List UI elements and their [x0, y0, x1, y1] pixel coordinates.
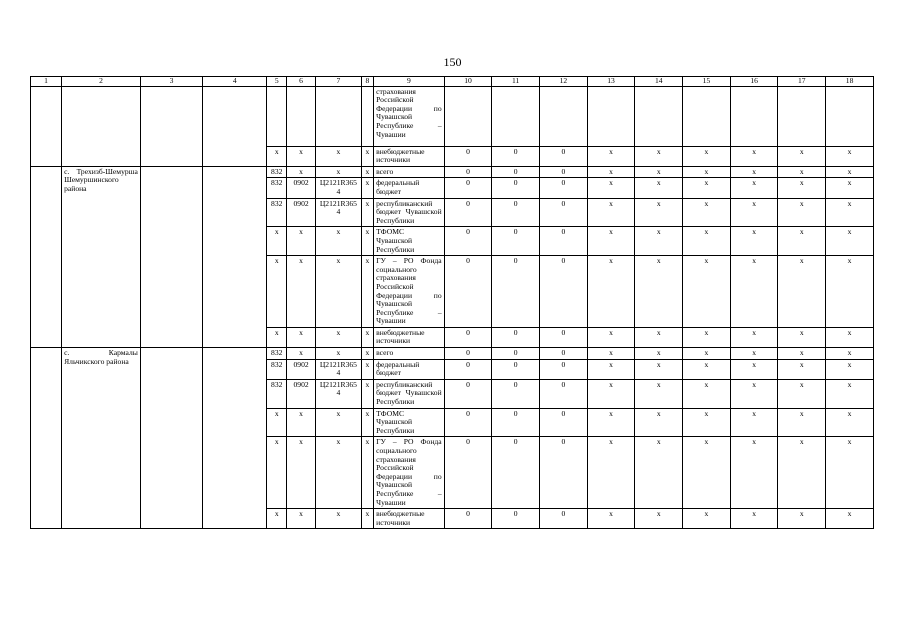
- table-cell: 0: [492, 327, 540, 347]
- header-cell: 7: [316, 77, 362, 87]
- table-cell: x: [635, 198, 683, 227]
- table-cell: 0: [444, 327, 492, 347]
- table-cell: x: [778, 256, 826, 328]
- table-cell: x: [635, 227, 683, 256]
- table-cell: x: [778, 178, 826, 198]
- table-cell: x: [287, 146, 316, 166]
- table-cell: 0: [540, 327, 588, 347]
- funding-source-cell: всего: [374, 348, 445, 360]
- table-cell: x: [587, 178, 635, 198]
- table-cell: x: [826, 146, 874, 166]
- table-cell: x: [587, 509, 635, 529]
- table-cell: 0: [444, 178, 492, 198]
- table-cell: x: [587, 198, 635, 227]
- table-cell: x: [361, 408, 373, 437]
- table-cell: 0: [540, 146, 588, 166]
- table-cell: 0: [444, 437, 492, 509]
- table-cell: 0: [540, 348, 588, 360]
- table-cell: x: [267, 509, 287, 529]
- table-cell: [444, 86, 492, 146]
- table-cell: x: [635, 437, 683, 509]
- table-cell: 0: [540, 359, 588, 379]
- funding-source-cell: всего: [374, 166, 445, 178]
- object-name-cell: [62, 86, 141, 166]
- table-cell: x: [683, 227, 731, 256]
- table-cell: 0: [492, 178, 540, 198]
- table-cell: x: [778, 146, 826, 166]
- table-cell: x: [730, 408, 778, 437]
- funding-source-cell: федеральный бюджет: [374, 178, 445, 198]
- table-cell: [635, 86, 683, 146]
- table-cell: x: [826, 327, 874, 347]
- table-cell: x: [683, 327, 731, 347]
- table-cell: [492, 86, 540, 146]
- table-cell: x: [826, 227, 874, 256]
- page-number: 150: [443, 55, 462, 69]
- table-cell: x: [683, 166, 731, 178]
- table-cell: [267, 86, 287, 146]
- table-cell: x: [287, 227, 316, 256]
- funding-source-cell: республиканский бюджет Чувашской Республики: [374, 198, 445, 227]
- funding-source-cell: ТФОМС Чувашской Республики: [374, 227, 445, 256]
- table-cell: x: [587, 359, 635, 379]
- table-cell: 0: [540, 227, 588, 256]
- table-cell: [683, 86, 731, 146]
- table-cell: 0: [444, 166, 492, 178]
- table-row: [31, 166, 874, 178]
- table-cell: x: [287, 256, 316, 328]
- table-cell: x: [287, 408, 316, 437]
- table-cell: [826, 86, 874, 146]
- table-cell: 832: [267, 166, 287, 178]
- table-cell: x: [635, 146, 683, 166]
- table-cell: x: [778, 227, 826, 256]
- table-cell: 0: [540, 256, 588, 328]
- funding-source-cell: внебюджетные источники: [374, 327, 445, 347]
- row-number-cell: [31, 166, 62, 347]
- table-cell: 0902: [287, 359, 316, 379]
- table-cell: x: [267, 408, 287, 437]
- table-cell: x: [316, 146, 362, 166]
- table-cell: x: [635, 359, 683, 379]
- table-cell: 0: [540, 166, 588, 178]
- col4-cell: [203, 86, 267, 166]
- funding-source-cell: федеральный бюджет: [374, 359, 445, 379]
- table-cell: x: [267, 227, 287, 256]
- table-cell: 0: [492, 146, 540, 166]
- table-cell: x: [826, 198, 874, 227]
- object-name-cell: с. Кармалы Яльчикского района: [62, 348, 141, 529]
- header-cell: 12: [540, 77, 588, 87]
- table-cell: 0902: [287, 178, 316, 198]
- table-cell: x: [826, 166, 874, 178]
- table-cell: 832: [267, 348, 287, 360]
- table-cell: x: [267, 146, 287, 166]
- table-cell: x: [361, 327, 373, 347]
- table-cell: x: [778, 166, 826, 178]
- table-cell: x: [635, 348, 683, 360]
- header-cell: 14: [635, 77, 683, 87]
- row-number-cell: [31, 348, 62, 529]
- header-cell: 18: [826, 77, 874, 87]
- table-cell: 0: [444, 256, 492, 328]
- table-cell: x: [683, 348, 731, 360]
- table-cell: x: [635, 408, 683, 437]
- table-cell: 832: [267, 379, 287, 408]
- table-cell: x: [587, 408, 635, 437]
- table-cell: x: [683, 256, 731, 328]
- table-cell: 0902: [287, 379, 316, 408]
- header-cell: 4: [203, 77, 267, 87]
- table-cell: 0: [540, 437, 588, 509]
- table-cell: [587, 86, 635, 146]
- table-cell: [730, 86, 778, 146]
- table-cell: x: [778, 437, 826, 509]
- table-cell: x: [587, 256, 635, 328]
- table-cell: x: [361, 256, 373, 328]
- table-cell: x: [730, 379, 778, 408]
- table-cell: 0: [540, 509, 588, 529]
- table-cell: x: [683, 379, 731, 408]
- table-cell: 0: [540, 178, 588, 198]
- table-cell: x: [361, 146, 373, 166]
- funding-source-cell: внебюджетные источники: [374, 146, 445, 166]
- header-cell: 11: [492, 77, 540, 87]
- table-cell: 0: [444, 146, 492, 166]
- table-cell: x: [730, 437, 778, 509]
- table-cell: x: [587, 348, 635, 360]
- table-cell: x: [826, 348, 874, 360]
- table-cell: x: [361, 379, 373, 408]
- table-cell: x: [730, 198, 778, 227]
- table-cell: x: [287, 327, 316, 347]
- table-cell: [361, 86, 373, 146]
- funding-source-cell: внебюджетные источники: [374, 509, 445, 529]
- header-cell: 10: [444, 77, 492, 87]
- table-cell: x: [826, 379, 874, 408]
- table-cell: x: [361, 198, 373, 227]
- col3-cell: [140, 348, 202, 529]
- table-cell: x: [267, 437, 287, 509]
- header-cell: 17: [778, 77, 826, 87]
- table-cell: x: [635, 178, 683, 198]
- table-cell: x: [267, 327, 287, 347]
- table-cell: 0: [492, 509, 540, 529]
- table-cell: 0: [492, 437, 540, 509]
- header-cell: 8: [361, 77, 373, 87]
- table-cell: [316, 86, 362, 146]
- budget-code-cell: x: [316, 327, 362, 347]
- table-cell: x: [730, 166, 778, 178]
- table-cell: x: [683, 359, 731, 379]
- budget-code-cell: x: [316, 437, 362, 509]
- header-row: [31, 77, 874, 87]
- table-cell: 0902: [287, 198, 316, 227]
- table-cell: x: [730, 146, 778, 166]
- table-cell: [287, 86, 316, 146]
- table-cell: 0: [540, 379, 588, 408]
- table-cell: x: [287, 509, 316, 529]
- table-cell: 0: [492, 359, 540, 379]
- budget-table: [30, 76, 874, 529]
- table-cell: x: [587, 437, 635, 509]
- table-cell: x: [361, 509, 373, 529]
- budget-code-cell: x: [316, 509, 362, 529]
- table-cell: x: [587, 379, 635, 408]
- table-cell: x: [635, 166, 683, 178]
- table-cell: x: [267, 256, 287, 328]
- funding-source-cell: ТФОМС Чувашской Республики: [374, 408, 445, 437]
- table-cell: 0: [492, 256, 540, 328]
- table-cell: 0: [444, 359, 492, 379]
- table-cell: x: [683, 198, 731, 227]
- table-cell: x: [683, 178, 731, 198]
- table-cell: x: [361, 227, 373, 256]
- table-cell: x: [683, 437, 731, 509]
- table-cell: 0: [444, 348, 492, 360]
- budget-code-cell: Ц2121R3654: [316, 359, 362, 379]
- table-cell: x: [730, 509, 778, 529]
- table-cell: [540, 86, 588, 146]
- table-cell: x: [826, 509, 874, 529]
- table-cell: 0: [540, 408, 588, 437]
- table-cell: x: [730, 359, 778, 379]
- header-cell: 3: [140, 77, 202, 87]
- table-cell: x: [826, 437, 874, 509]
- table-cell: 832: [267, 359, 287, 379]
- budget-code-cell: Ц2121R3654: [316, 379, 362, 408]
- budget-code-cell: x: [316, 256, 362, 328]
- table-cell: [778, 86, 826, 146]
- table-cell: x: [287, 166, 316, 178]
- table-cell: 0: [492, 379, 540, 408]
- table-cell: x: [287, 437, 316, 509]
- budget-code-cell: x: [316, 348, 362, 360]
- header-cell: 9: [374, 77, 445, 87]
- budget-code-cell: x: [316, 227, 362, 256]
- table-cell: x: [730, 178, 778, 198]
- table-cell: 0: [444, 227, 492, 256]
- table-cell: 0: [492, 408, 540, 437]
- header-cell: 2: [62, 77, 141, 87]
- row-number-cell: [31, 86, 62, 166]
- table-cell: 0: [444, 379, 492, 408]
- table-cell: x: [730, 256, 778, 328]
- header-cell: 5: [267, 77, 287, 87]
- header-cell: 6: [287, 77, 316, 87]
- table-row: [31, 348, 874, 360]
- table-cell: x: [730, 227, 778, 256]
- table-cell: 0: [492, 166, 540, 178]
- table-cell: 0: [492, 227, 540, 256]
- table-cell: x: [730, 327, 778, 347]
- budget-code-cell: Ц2121R3654: [316, 178, 362, 198]
- header-cell: 13: [587, 77, 635, 87]
- table-cell: x: [361, 437, 373, 509]
- table-cell: x: [778, 359, 826, 379]
- table-cell: x: [635, 256, 683, 328]
- table-cell: x: [683, 408, 731, 437]
- funding-source-cell: ГУ – РО Фонда социального страхования Российской Федерации по Чувашской Республике – Чувашии: [374, 437, 445, 509]
- table-cell: x: [778, 379, 826, 408]
- table-cell: x: [587, 166, 635, 178]
- col3-cell: [140, 166, 202, 347]
- table-cell: x: [778, 348, 826, 360]
- table-cell: x: [778, 327, 826, 347]
- header-cell: 1: [31, 77, 62, 87]
- table-cell: 0: [492, 198, 540, 227]
- table-cell: 0: [444, 198, 492, 227]
- header-cell: 15: [683, 77, 731, 87]
- table-cell: x: [778, 408, 826, 437]
- header-cell: 16: [730, 77, 778, 87]
- funding-source-cell: республиканский бюджет Чувашской Республики: [374, 379, 445, 408]
- table-cell: x: [635, 379, 683, 408]
- col4-cell: [203, 166, 267, 347]
- table-cell: 0: [444, 408, 492, 437]
- table-cell: x: [730, 348, 778, 360]
- table-cell: x: [587, 146, 635, 166]
- col4-cell: [203, 348, 267, 529]
- table-cell: x: [826, 178, 874, 198]
- table-cell: x: [826, 408, 874, 437]
- table-cell: 832: [267, 198, 287, 227]
- table-cell: x: [635, 509, 683, 529]
- table-cell: x: [826, 359, 874, 379]
- funding-source-cell: ГУ – РО Фонда социального страхования Российской Федерации по Чувашской Республике – Чувашии: [374, 256, 445, 328]
- table-cell: x: [361, 178, 373, 198]
- budget-code-cell: x: [316, 408, 362, 437]
- funding-source-cell: страхования Российской Федерации по Чувашской Республике – Чувашии: [374, 86, 445, 146]
- table-cell: 0: [444, 509, 492, 529]
- table-cell: x: [635, 327, 683, 347]
- budget-code-cell: x: [316, 166, 362, 178]
- table-cell: 832: [267, 178, 287, 198]
- table-cell: x: [587, 227, 635, 256]
- object-name-cell: с. Трехизб-Шемурша Шемуршинского района: [62, 166, 141, 347]
- budget-code-cell: Ц2121R3654: [316, 198, 362, 227]
- table-cell: x: [683, 146, 731, 166]
- table-cell: x: [361, 359, 373, 379]
- col3-cell: [140, 86, 202, 166]
- table-cell: x: [826, 256, 874, 328]
- table-cell: x: [778, 198, 826, 227]
- table-cell: x: [287, 348, 316, 360]
- table-cell: x: [361, 166, 373, 178]
- table-row: [31, 86, 874, 146]
- table-cell: 0: [492, 348, 540, 360]
- table-cell: x: [683, 509, 731, 529]
- table-cell: x: [361, 348, 373, 360]
- table-cell: x: [587, 327, 635, 347]
- table-cell: 0: [540, 198, 588, 227]
- table-cell: x: [778, 509, 826, 529]
